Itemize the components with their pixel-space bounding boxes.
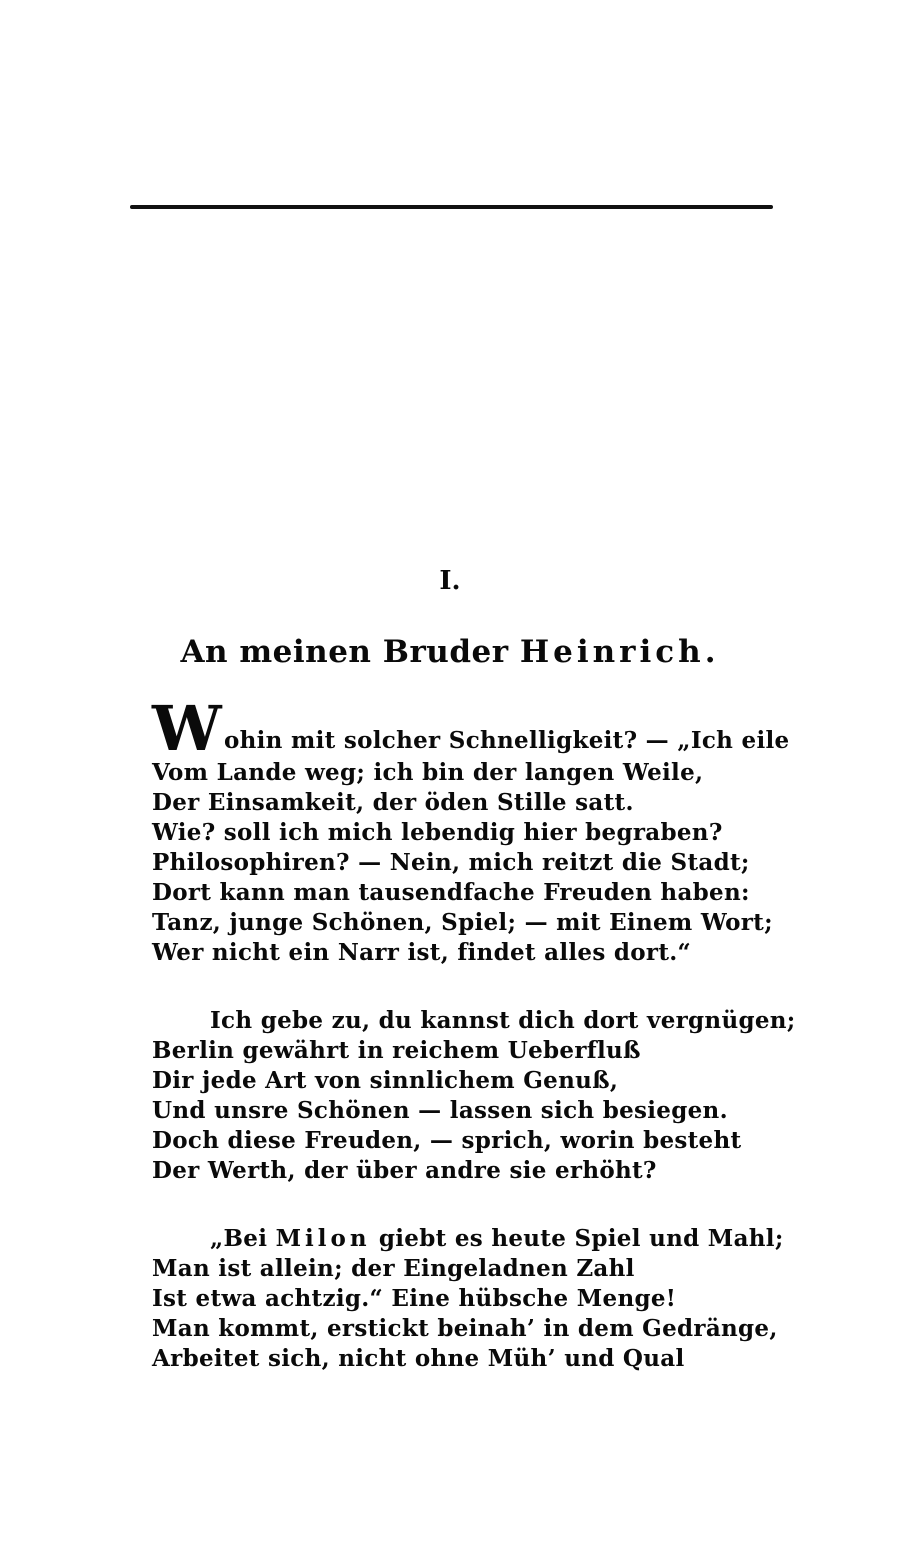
poem-title-name: Heinrich. <box>519 634 720 670</box>
poem-line: Ich gebe zu, du kannst dich dort vergnügen; <box>210 1007 796 1034</box>
poem-line: Vom Lande weg; ich bin der langen Weile, <box>152 759 704 786</box>
poem-line: Dort kann man tausendfache Freuden haben: <box>152 879 750 906</box>
line-text: „Bei <box>210 1225 276 1252</box>
poem-title <box>0 634 900 670</box>
poem-line: Der Werth, der über andre sie erhöht? <box>152 1157 657 1184</box>
stanza-1 <box>152 692 790 968</box>
poem-line <box>152 1224 784 1254</box>
poem-line: Berlin gewährt in reichem Ueberfluß <box>152 1037 641 1064</box>
first-line-text: ohin mit solcher Schnelligkeit? — „Ich eile <box>223 727 790 754</box>
poem-line: Wie? soll ich mich lebendig hier begraben? <box>152 819 723 846</box>
poem-line: Tanz, junge Schönen, Spiel; — mit Einem Wort; <box>152 909 773 936</box>
poem-line: Ist etwa achtzig.“ Eine hübsche Menge! <box>152 1285 677 1312</box>
poem-line: Und unsre Schönen — lassen sich besiegen. <box>152 1097 728 1124</box>
spaced-name: Milon <box>275 1225 371 1252</box>
poem-line: Man kommt, erstickt beinah’ in dem Gedränge, <box>152 1315 778 1342</box>
poem-line: Philosophiren? — Nein, mich reitzt die Stadt; <box>152 849 750 876</box>
drop-cap-initial: W <box>152 692 222 765</box>
stanza-2 <box>152 1006 796 1186</box>
poem-title-text: An meinen Bruder <box>180 634 520 670</box>
poem-number: I. <box>439 566 461 596</box>
stanza-3 <box>152 1224 784 1374</box>
stanza-gap <box>152 968 772 1006</box>
poem-line: Wer nicht ein Narr ist, findet alles dort.“ <box>152 939 692 966</box>
poem-line: Man ist allein; der Eingeladnen Zahl <box>152 1255 635 1282</box>
poem-body <box>152 692 796 1374</box>
poem-line: Der Einsamkeit, der öden Stille satt. <box>152 789 634 816</box>
line-text: giebt es heute Spiel und Mahl; <box>370 1225 784 1252</box>
poem-line: Arbeitet sich, nicht ohne Müh’ und Qual <box>152 1345 685 1372</box>
poem-line: Dir jede Art von sinnlichem Genuß, <box>152 1067 619 1094</box>
header-rule <box>130 205 773 209</box>
poem-line: Doch diese Freuden, — sprich, worin besteht <box>152 1127 742 1154</box>
poem-line <box>152 692 790 765</box>
stanza-gap <box>152 1186 772 1224</box>
